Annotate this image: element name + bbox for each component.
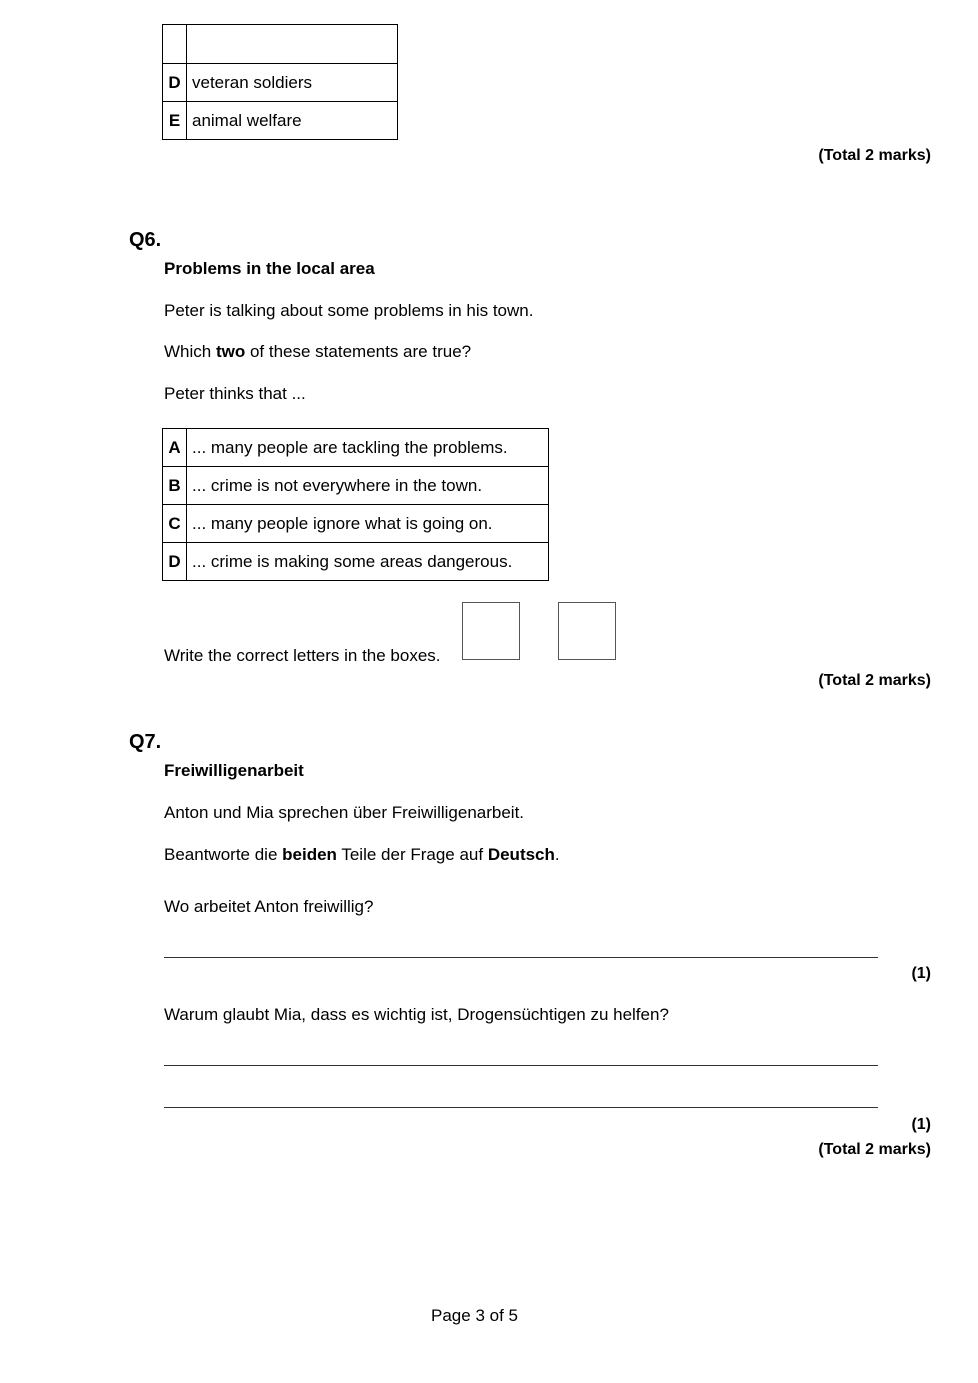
page-number: Page 3 of 5 [431, 1306, 518, 1325]
option-text: ... many people are tackling the problems. [187, 429, 549, 467]
option-text: ... crime is not everywhere in the town. [187, 467, 549, 505]
q7-part2-question: Warum glaubt Mia, dass es wichtig ist, Drogensüchtigen zu helfen? [164, 1005, 669, 1024]
q6-question-post: of these statements are true? [245, 342, 472, 361]
answer-line-1[interactable] [164, 957, 878, 958]
option-letter: D [163, 64, 187, 102]
table-row [163, 467, 549, 505]
q6-title: Problems in the local area [164, 259, 375, 278]
option-letter: E [163, 102, 187, 140]
q7-total-marks: (Total 2 marks) [818, 1141, 931, 1158]
q7-part1-question: Wo arbeitet Anton freiwillig? [164, 897, 374, 916]
q6-number: Q6. [129, 229, 162, 251]
option-letter: A [163, 429, 187, 467]
option-text: veteran soldiers [187, 64, 398, 102]
q6-total-marks: (Total 2 marks) [818, 672, 931, 689]
q6-question-pre: Which [164, 342, 216, 361]
q6-question-bold: two [215, 342, 246, 361]
table-row [163, 25, 398, 64]
option-text [187, 25, 398, 64]
q6-instruction: Write the correct letters in the boxes. [164, 646, 441, 665]
option-text: ... many people ignore what is going on. [187, 505, 549, 543]
q7-instr-bold-1: beiden [282, 845, 337, 864]
table-row [163, 543, 549, 581]
q7-intro: Anton und Mia sprechen über Freiwilligenarbeit. [164, 803, 525, 822]
q7-instr-3: . [554, 845, 560, 864]
q7-instruction [164, 845, 560, 865]
option-letter: C [163, 505, 187, 543]
q7-part1-marks: (1) [911, 965, 931, 982]
option-text: animal welfare [187, 102, 398, 140]
q6-lead: Peter thinks that ... [164, 384, 306, 403]
table-row [163, 429, 549, 467]
answer-box-2[interactable] [558, 602, 616, 660]
q7-title: Freiwilligenarbeit [164, 761, 304, 780]
q5-total-marks: (Total 2 marks) [818, 147, 931, 164]
answer-line-3[interactable] [164, 1107, 878, 1108]
q7-number: Q7. [129, 731, 162, 753]
option-letter: B [163, 467, 187, 505]
table-row [163, 505, 549, 543]
q7-instr-2: Teile der Frage auf [336, 845, 488, 864]
option-letter: D [163, 543, 187, 581]
q5-options-table [162, 24, 398, 140]
table-row [163, 102, 398, 140]
q6-options-table [162, 428, 549, 581]
q7-instr-1: Beantworte die [164, 845, 283, 864]
answer-line-2[interactable] [164, 1065, 878, 1066]
table-row [163, 64, 398, 102]
q7-part2-marks: (1) [911, 1116, 931, 1133]
q6-intro: Peter is talking about some problems in his town. [164, 301, 534, 320]
q6-question [164, 342, 471, 362]
q7-instr-bold-2: Deutsch [487, 845, 555, 864]
option-letter [163, 25, 187, 64]
option-text: ... crime is making some areas dangerous. [187, 543, 549, 581]
answer-box-1[interactable] [462, 602, 520, 660]
